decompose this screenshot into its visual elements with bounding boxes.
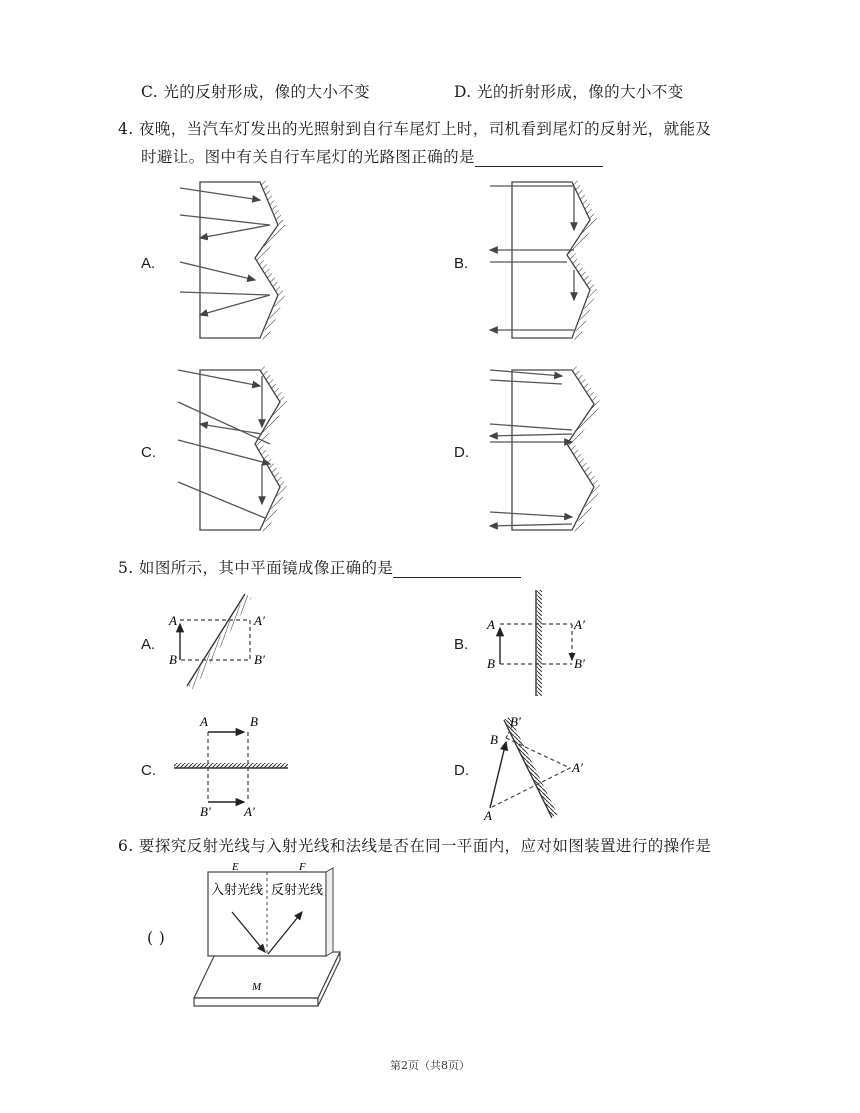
q3-option-c: C. 光的反射形成，像的大小不变 — [141, 83, 371, 101]
q5-label-d: D. — [454, 762, 469, 779]
q4-figure-a — [170, 170, 310, 350]
q5b-point-a2: A′ — [574, 617, 585, 632]
q4-figure-d — [482, 362, 622, 542]
q5-stem-text: 5. 如图所示，其中平面镜成像正确的是 — [118, 559, 394, 577]
q5-figure-d — [478, 712, 608, 824]
q6-label-m: M — [252, 981, 262, 993]
q5b-point-a: A — [487, 617, 495, 632]
q4-label-a: A. — [141, 255, 156, 272]
q5-label-c: C. — [141, 762, 156, 779]
q5a-point-a2: A′ — [254, 613, 265, 628]
q5a-point-a: A — [169, 613, 177, 628]
q5d-point-b2: B′ — [510, 714, 521, 729]
q6-answer-bracket[interactable]: ( ) — [147, 929, 166, 947]
q5-stem — [118, 556, 521, 578]
q5a-point-b2: B′ — [254, 652, 265, 667]
q5b-point-b: B — [487, 656, 495, 671]
q6-stem: 6. 要探究反射光线与入射光线和法线是否在同一平面内，应对如图装置进行的操作是 — [118, 837, 712, 855]
q6-label-e: E — [232, 861, 239, 873]
q5-figure-a — [165, 588, 280, 693]
q5-label-a: A. — [141, 636, 156, 653]
q4-figure-c — [170, 362, 310, 542]
q4-label-b: B. — [454, 255, 469, 272]
q6-label-f: F — [299, 861, 306, 873]
q5c-point-a: A — [200, 714, 208, 729]
q5c-point-b2: B′ — [200, 804, 211, 819]
q4-stem-text: 时避让。图中有关自行车尾灯的光路图正确的是 — [141, 148, 475, 166]
q6-reflected-label: 反射光线 — [271, 883, 324, 898]
q5d-point-b: B — [490, 732, 498, 747]
q4-answer-blank[interactable] — [475, 150, 603, 167]
q5c-point-a2: A′ — [244, 804, 255, 819]
q5-answer-blank[interactable] — [393, 561, 521, 578]
q4-label-d: D. — [454, 444, 469, 461]
page-footer: 第2页（共8页） — [390, 1059, 470, 1072]
q5d-point-a: A — [484, 808, 492, 823]
q5a-point-b: B — [169, 652, 177, 667]
q5-figure-c — [172, 712, 292, 820]
q5b-point-b2: B′ — [574, 656, 585, 671]
q4-label-c: C. — [141, 444, 156, 461]
q5c-point-b: B — [250, 714, 258, 729]
q4-stem-line1: 4. 夜晚，当汽车灯发出的光照射到自行车尾灯上时，司机看到尾灯的反射光，就能及 — [118, 120, 712, 138]
q5d-point-a2: A′ — [572, 760, 583, 775]
q6-apparatus-figure — [188, 858, 348, 1010]
q5-figure-b — [478, 588, 593, 698]
q3-option-d: D. 光的折射形成，像的大小不变 — [454, 83, 684, 101]
q4-stem-line2 — [141, 145, 603, 167]
q4-figure-b — [482, 170, 622, 350]
q5-label-b: B. — [454, 636, 469, 653]
q6-incident-label: 入射光线 — [211, 883, 264, 898]
